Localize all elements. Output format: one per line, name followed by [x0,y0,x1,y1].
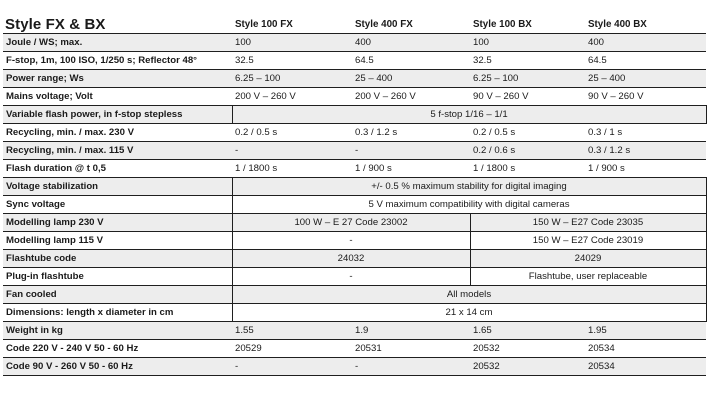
table-row [3,322,706,340]
row-label: Joule / WS; max. [6,37,83,48]
row-label: Code 220 V - 240 V 50 - 60 Hz [6,343,139,354]
table-row [3,340,706,358]
cell-value: 32.5 [235,55,254,66]
cell-value: 90 V – 260 V [473,91,529,102]
table-row [3,232,706,250]
table-row [3,142,706,160]
table-row [3,250,706,268]
row-label: Dimensions: length x diameter in cm [6,307,174,318]
cell-value: 1.55 [235,325,254,336]
table-row [3,106,706,124]
cell-value: 6.25 – 100 [235,73,281,84]
row-label: Recycling, min. / max. 230 V [6,127,134,138]
table-row [3,268,706,286]
cell-span-fx: 100 W – E 27 Code 23002 [232,214,470,232]
cell-value: 400 [588,37,605,48]
table-row [3,52,706,70]
cell-span-fx: 24032 [232,250,470,268]
row-label: Recycling, min. / max. 115 V [6,145,134,156]
cell-value: 200 V – 260 V [235,91,296,102]
cell-value: 1.65 [473,325,492,336]
table-row [3,70,706,88]
cell-value: 64.5 [588,55,607,66]
cell-value: 100 [473,37,490,48]
cell-value: 64.5 [355,55,374,66]
cell-value: 0.3 / 1.2 s [588,145,631,156]
spec-table [3,15,707,376]
table-row [3,124,706,142]
row-label: Modelling lamp 230 V [6,217,104,228]
cell-span-all: 5 V maximum compatibility with digital cameras [232,196,706,214]
cell-value: 1 / 900 s [355,163,392,174]
table-row [3,178,706,196]
cell-value: 20532 [473,361,500,372]
cell-value: - [355,145,359,156]
cell-value: 100 [235,37,252,48]
table-row [3,286,706,304]
row-label: Fan cooled [6,289,57,300]
cell-value: 0.2 / 0.6 s [473,145,516,156]
cell-value: 20532 [473,343,500,354]
table-row [3,196,706,214]
row-label: Variable flash power, in f-stop stepless [6,109,183,120]
table-title: Style FX & BX [5,15,106,33]
col-style-400-fx: Style 400 FX [355,18,413,30]
cell-span-bx: 150 W – E27 Code 23019 [470,232,706,250]
cell-value: 20534 [588,343,615,354]
cell-span-fx: - [232,232,470,250]
cell-value: 6.25 – 100 [473,73,519,84]
row-label: Flashtube code [6,253,77,264]
row-label: Modelling lamp 115 V [6,235,104,246]
table-row [3,160,706,178]
table-row [3,214,706,232]
cell-value: 1 / 900 s [588,163,625,174]
cell-value: 0.2 / 0.5 s [235,127,278,138]
cell-value: 0.3 / 1.2 s [355,127,398,138]
cell-value: 0.2 / 0.5 s [473,127,516,138]
cell-value: 200 V – 260 V [355,91,416,102]
cell-value: 400 [355,37,372,48]
cell-span-all: +/- 0.5 % maximum stability for digital imaging [232,178,706,196]
cell-value: - [235,361,239,372]
col-style-100-bx: Style 100 BX [473,18,532,30]
cell-value: - [355,361,359,372]
cell-value: 25 – 400 [355,73,393,84]
cell-span-all: All models [232,286,706,304]
cell-value: 0.3 / 1 s [588,127,623,138]
row-label: Mains voltage; Volt [6,91,93,102]
cell-value: 20534 [588,361,615,372]
cell-value: 1 / 1800 s [235,163,278,174]
col-style-400-bx: Style 400 BX [588,18,647,30]
header-row [3,15,706,34]
table-row [3,34,706,52]
cell-value: 20529 [235,343,262,354]
cell-value: 90 V – 260 V [588,91,644,102]
row-label: Voltage stabilization [6,181,99,192]
cell-value: 20531 [355,343,382,354]
table-row [3,304,706,322]
cell-span-bx: 24029 [470,250,706,268]
table-row [3,88,706,106]
row-label: Flash duration @ t 0,5 [6,163,106,174]
cell-span-bx: 150 W – E27 Code 23035 [470,214,706,232]
row-label: Power range; Ws [6,73,84,84]
col-style-100-fx: Style 100 FX [235,18,293,30]
cell-value: 32.5 [473,55,492,66]
cell-value: 1 / 1800 s [473,163,516,174]
row-label: Weight in kg [6,325,63,336]
table-row [3,358,706,376]
row-label: Plug-in flashtube [6,271,84,282]
row-label: F-stop, 1m, 100 ISO, 1/250 s; Reflector 48° [6,55,197,66]
cell-span-fx: - [232,268,470,286]
cell-value: 1.95 [588,325,607,336]
cell-span-bx: Flashtube, user replaceable [470,268,706,286]
cell-span-all: 21 x 14 cm [232,304,706,322]
cell-value: 25 – 400 [588,73,626,84]
cell-value: 1.9 [355,325,369,336]
row-label: Sync voltage [6,199,66,210]
cell-span-all: 5 f-stop 1/16 – 1/1 [232,106,706,124]
cell-value: - [235,145,239,156]
row-label: Code 90 V - 260 V 50 - 60 Hz [6,361,133,372]
